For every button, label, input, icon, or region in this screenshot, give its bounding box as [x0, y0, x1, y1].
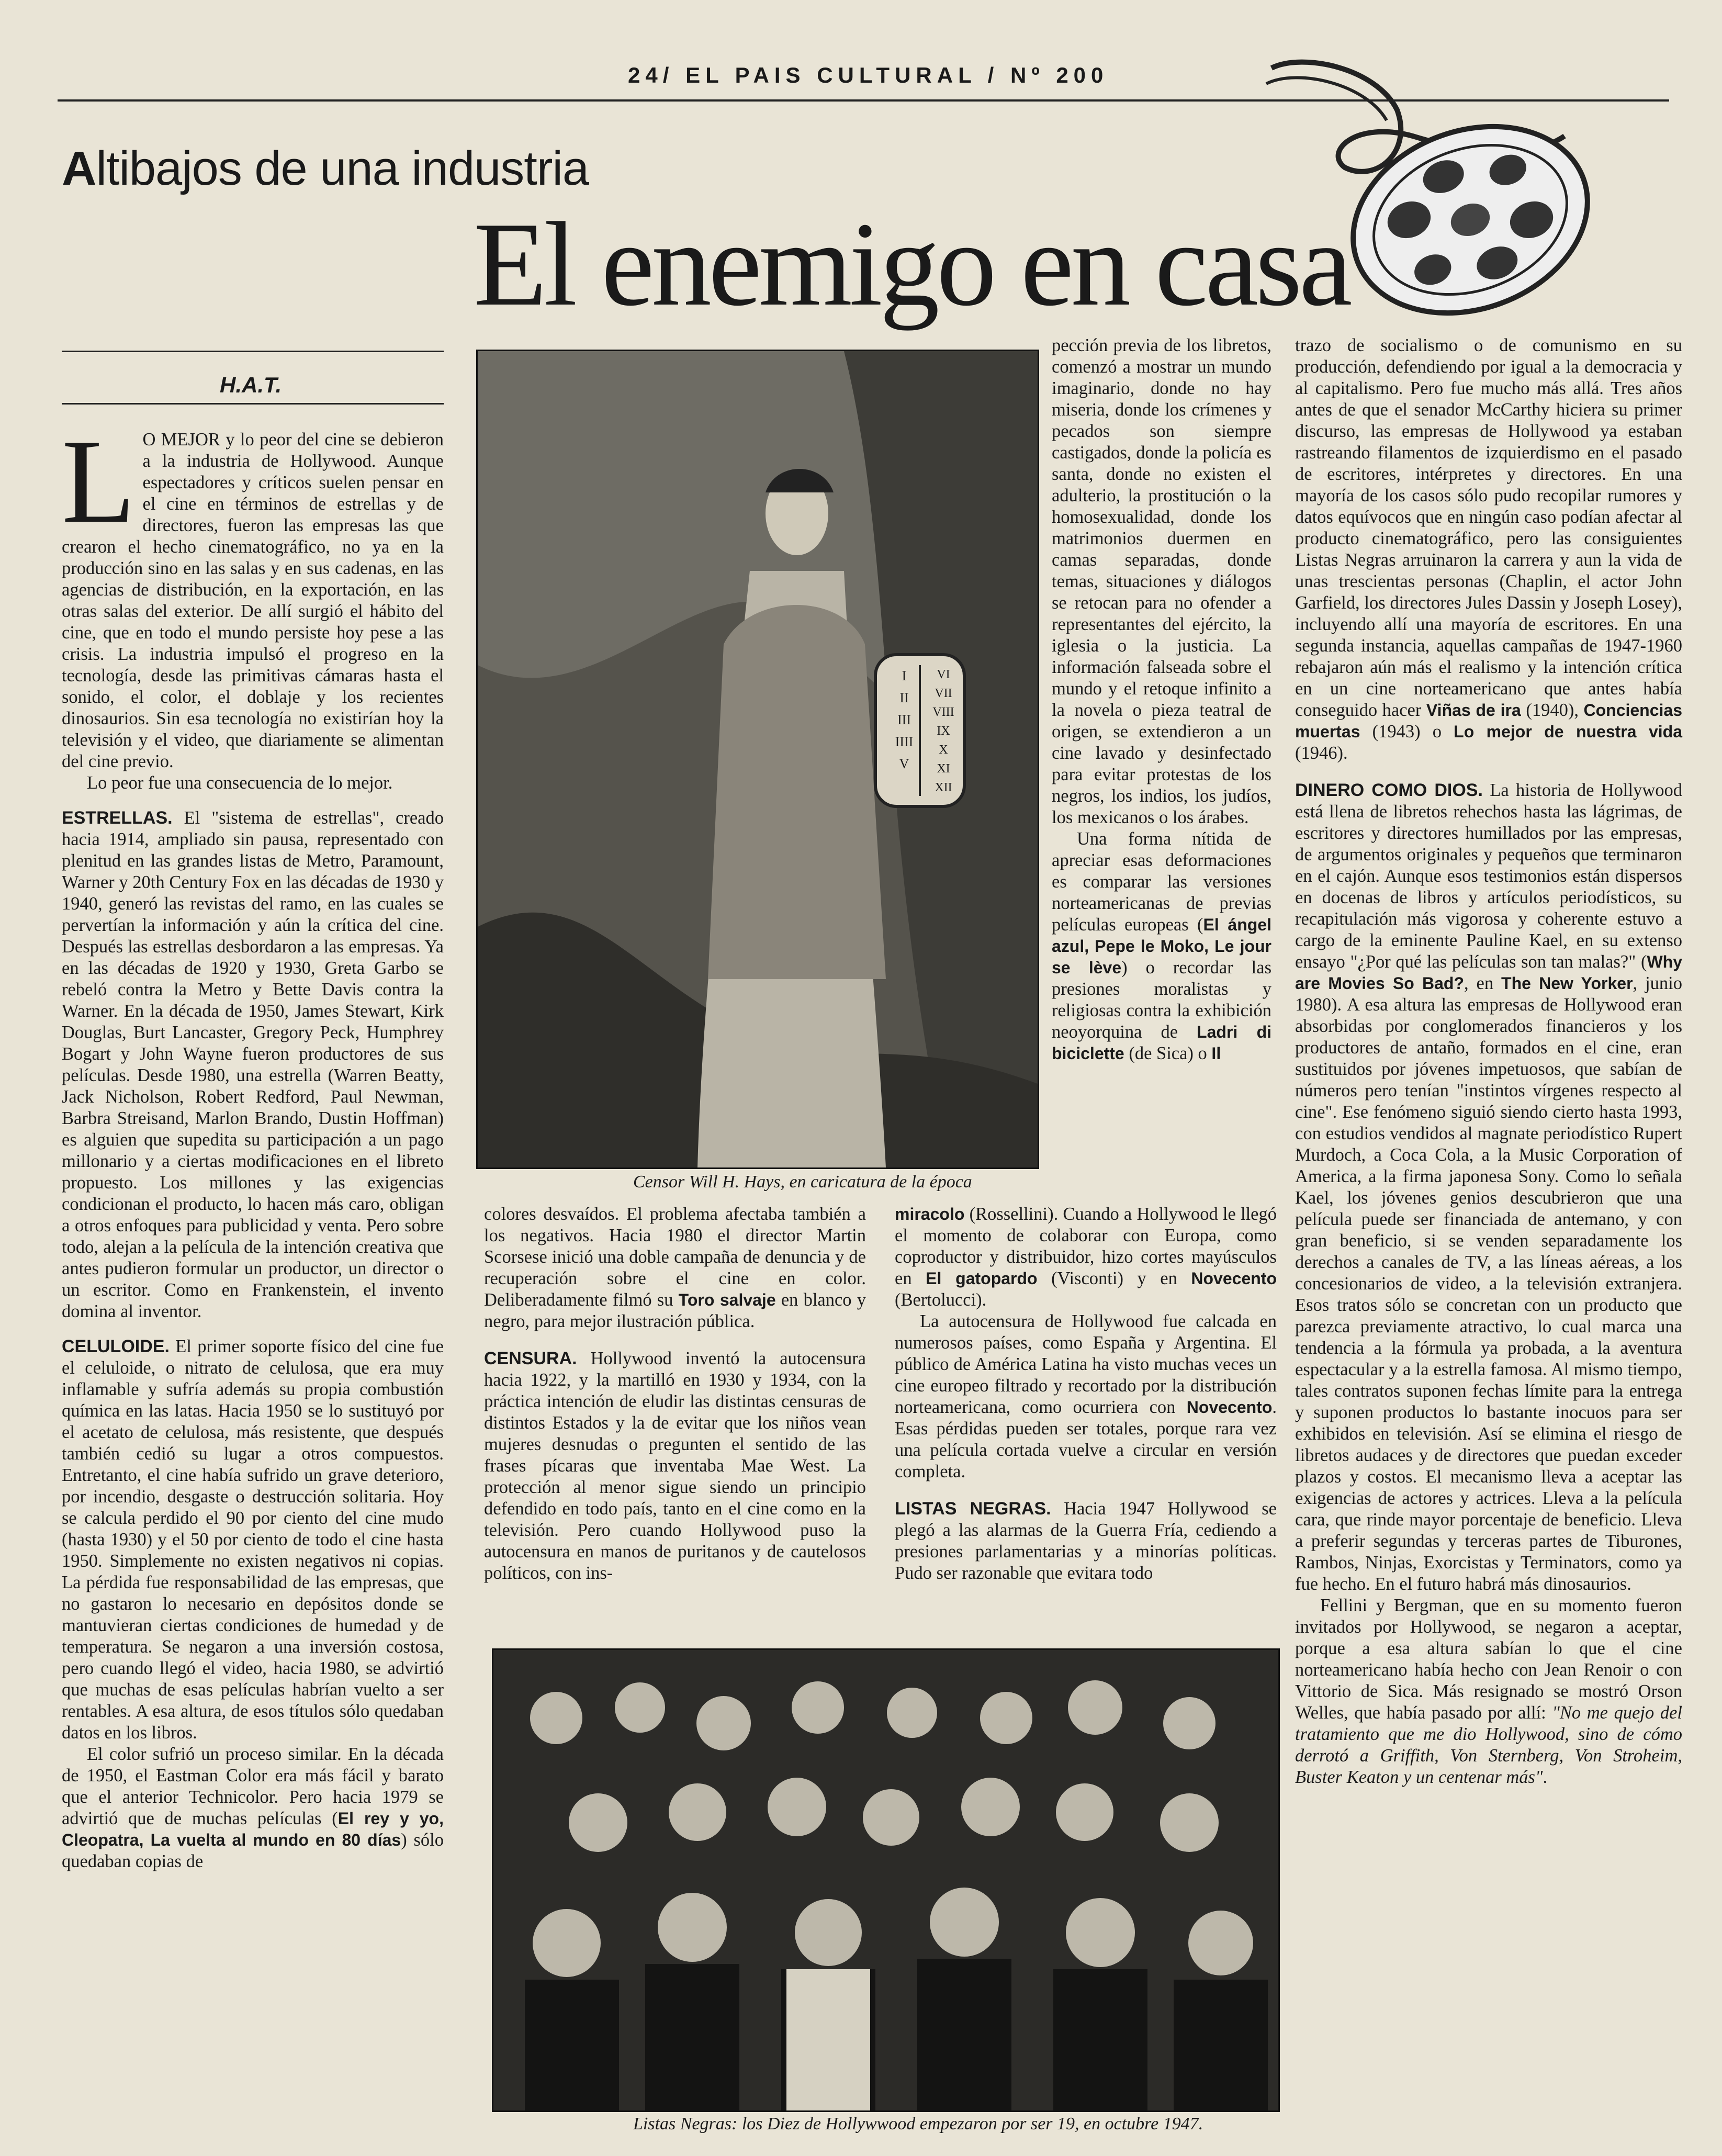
tablet-right	[925, 665, 962, 797]
column-rule	[62, 403, 444, 405]
listas-mid2: (1943) o	[1360, 722, 1454, 742]
film-title: Lo mejor de nuestra vida	[1454, 722, 1682, 741]
film-title: Novecento	[1191, 1269, 1277, 1288]
caricature-caption: Censor Will H. Hays, en caricatura de la época	[633, 1172, 972, 1192]
column-2	[484, 1204, 866, 1584]
europe-end: (Bertolucci).	[895, 1290, 987, 1310]
intro-paragraph: O MEJOR y lo peor del cine se debieron a la industria de Hollywood. Aunque espectadores y críticos suelen pensar en el cine en términos de estrellas y de directores, fueron las empresas las que crearon el hecho cinematográfico, no ya en la producción sino en las salas y en sus cadenas, en las agencias de distribución, en la exportación, en las otras salas del exterior. De allí surgió el hábito del cine, que en todo el mundo persiste hoy pese a las crisis. La industria impulsó el progreso en la tecnología, desde las primitivas cámaras hasta el sonido, el color, el doblaje y los recientes dinosaurios. Sin esa tecnología no existirían hoy la televisión y el video, que diariamente se alimentan del cine previo.	[62, 430, 444, 771]
film-title: El gatopardo	[926, 1269, 1038, 1288]
comparison-text: Una forma nítida de apreciar esas deformaciones es comparar las versiones norteamericanas de previas películas europeas (	[1052, 829, 1271, 935]
dinero-end: , junio 1980). A esa altura las empresas de Hollywood eran absorbidas por conglomerados financieros y los productores de antaño, formados en el cine, eran sustituidos por jóvenes impetuosos, que sabían de números pero tenían "instintos vírgenes respecto al cine". Ese fenómeno siguió siendo cierto hasta 1993, con estudios vendidos al magnate periodístico Rupert Murdoch, a Coca Cola, a la Music Corporation of America, a la firma japonesa Sony. Como lo señala Kael, los jóvenes genios descubrieron que una película puede ser financiada de antemano, y con gran beneficio, si se venden separadamente los derechos a canales de TV, a las líneas aéreas, a los concesionarios de video, a la televisión extranjera. Esos tratos sólo se concretan con un producto que parezca previamente atractivo, lo cual marca una tendencia a la fórmula ya probada, a la aventura espectacular y a la estrella famosa. Al mismo tiempo, tales contratos suponen fechas límite para la entrega y suponen productos lo bastante inocuos para ser exhibidos en televisión. Así se elimina el riesgo de libretos audaces y de directores que puedan exceder plazos y costos. El mecanismo lleva a aceptar las exigencias de actores y actrices. Lleva a la película cara, que rinde mayor porcentaje de beneficio. Lleva a preferir segundas y terceras partes de Tiburones, Rambos, Ninjas, Exorcistas y Terminators, como ya fue hecho. En el futuro habrá más dinosaurios.	[1295, 973, 1682, 1594]
numeral: II	[899, 690, 909, 705]
film-titles: El rey y yo, Cleopatra, La vuelta al mundo en 80 días	[62, 1809, 444, 1849]
section-heading-censura: CENSURA.	[484, 1349, 577, 1368]
celuloide-text: El primer soporte físico del cine fue el celuloide, o nitrato de celulosa, que era muy inflamable y sufría además su propia combustión química en las latas. Hacia 1950 se lo sustituyó por el acetato de celulosa, más resistente, que después también cedió su lugar a otros compuestos. Entretanto, el cine había sufrido un grave deterioro, por incendio, desgaste o destrucción solitaria. Hoy se calcula perdido el 90 por ciento del cine mudo (hasta 1930) y el 50 por ciento de todo el cine hasta 1950. Simplemente no existen negativos ni copias. La pérdida fue responsabilidad de las empresas, que no gastaron lo necesario en depósitos donde se mantuvieran ciertas condiciones de humedad y de temperatura. Se negaron a una inversión costosa, pero cuando llegó el video, hacia 1980, se advirtió que muchas de esas películas habrían vuelto a ser rentables. A esa altura, de esos títulos sólo quedaban datos en los libros.	[62, 1337, 444, 1743]
numeral: VIII	[932, 705, 954, 719]
numeral: I	[902, 668, 907, 683]
film-title: Ladri di biciclette	[1052, 1023, 1271, 1063]
numeral: III	[897, 712, 911, 727]
page-header: 24/ EL PAIS CULTURAL / Nº 200	[628, 63, 1109, 87]
film-reel-illustration	[1240, 47, 1669, 340]
numeral: IX	[937, 724, 950, 738]
color-continuation: colores desvaídos. El problema afectaba también a los negativos. Hacia 1980 el director Martin Scorsese inició una doble campaña de denuncia y de recuperación sobre el cine en color. Deliberadamente filmó su	[484, 1204, 866, 1310]
europe-mid: (Visconti) y en	[1037, 1268, 1191, 1288]
autocensura-end: . Esas pérdidas pueden ser totales, porque rara vez una película cortada vuelve a circular en versión completa.	[895, 1397, 1277, 1481]
fellini-end: .	[1543, 1767, 1548, 1787]
byline: H.A.T.	[220, 373, 282, 397]
dinero-mid: , en	[1464, 973, 1502, 993]
column-3-top	[1052, 335, 1271, 1064]
welles-quote: "No me quejo del tratamiento que me dio Hollywood, sino de cómo derrotó a Griffith, Von Sternberg, Von Stroheim, Buster Keaton y un centenar más"	[1295, 1703, 1682, 1787]
essay-title: Why are Movies So Bad?	[1295, 952, 1682, 993]
numeral: VI	[937, 668, 950, 681]
group-photo-caption: Listas Negras: los Diez de Hollywwood empezaron por ser 19, en octubre 1947.	[633, 2114, 1203, 2133]
section-heading-listas-negras: LISTAS NEGRAS.	[895, 1499, 1051, 1519]
numeral: XI	[937, 762, 950, 776]
comparison-end: (de Sica) o	[1124, 1043, 1212, 1063]
issue-number: Nº 200	[1010, 63, 1109, 87]
caricature-photo	[476, 350, 1039, 1169]
censura-text: Hollywood inventó la autocensura hacia 1922, y la martilló en 1930 y 1934, con la práctica intención de eludir las distintas censuras de distintos Estados y la de evitar que los niños vean mujeres desnudas o pregunten el sentido de las frases pícaras que inventaba Mae West. La protección al menor sigue siendo un principio defendido en todo país, tanto en el cine como en la televisión. Pero cuando Hollywood puso la autocensura en manos de puritanos y de cautelosos políticos, con ins-	[484, 1349, 866, 1583]
headline: El enemigo en casa	[474, 197, 1349, 331]
column-rule	[62, 351, 444, 352]
film-title: Viñas de ira	[1426, 701, 1521, 720]
section-heading-celuloide: CELULOIDE.	[62, 1337, 170, 1356]
listas-mid1: (1940),	[1521, 700, 1584, 720]
group-photo-illustration	[493, 1650, 1278, 2110]
estrellas-text: El "sistema de estrellas", creado hacia 1914, ampliado sin pausa, representado con plenitud en las grandes listas de Metro, Paramount, Warner y 20th Century Fox en las décadas de 1930 y 1940, generó las revistas del ramo, en las cuales se pervertían la información y aún la crítica del cine. Después las estrellas desbordaron a las empresas. Ya en las décadas de 1920 y 1930, Greta Garbo se rebeló contra la Metro y Bette Davis contra la Warner. En la década de 1950, James Stewart, Kirk Douglas, Burt Lancaster, Gregory Peck, Humphrey Bogart y John Wayne fueron productores de sus películas. Desde 1980, una estrella (Warren Beatty, Jack Nicholson, Robert Redford, Paul Newman, Barbra Streisand, Marlon Brando, Dustin Hoffman) es alguien que supedita su participación a un pago millonario y a ciertas modificaciones en el libreto propuesto. Los millones y las exigencias condicionan el producto, lo hacen más caro, obligan a otros enfoques para publicidad y venta. Pero sobre todo, alejan a la película de la intención creativa que antes pudieron formular un productor, un director o un escritor. Como en Frankenstein, el invento domina al inventor.	[62, 808, 444, 1321]
film-title: Toro salvaje	[678, 1290, 776, 1309]
europe-text: (Rossellini). Cuando a Hollywood le llegó el momento de colaborar con Europa, como coproductor y distribuidor, hizo cortes mayúsculos en	[895, 1204, 1277, 1288]
numeral: V	[899, 756, 909, 771]
fellini-text: Fellini y Bergman, que en su momento fueron invitados por Hollywood, se negaron a aceptar, porque a esa altura sabían lo que el cine norteamericano había hecho con Jean Renoir o con Vittorio de Sica. Más resignado se mostró Orson Welles, que había pasado por allí:	[1295, 1596, 1682, 1723]
page-number: 24	[628, 63, 663, 87]
numeral: IIII	[895, 734, 914, 749]
publication-title: The New Yorker	[1501, 974, 1633, 993]
numeral: X	[939, 743, 948, 757]
autocensura-text: La autocensura de Hollywood fue calcada en numerosos países, como España y Argentina. El público de América Latina ha visto muchas veces un cine europeo filtrado y recortado por la distribución norteamericana, como ocurriera con	[895, 1311, 1277, 1417]
group-photo	[492, 1648, 1280, 2112]
column-4	[1295, 335, 1682, 1788]
color-text: El color sufrió un proceso similar. En la década de 1950, el Eastman Color era más fácil y barato que el anterior Technicolor. Pero hacia 1979 se advirtió que de muchas películas (	[62, 1744, 444, 1828]
kicker-initial: A	[62, 142, 96, 195]
numeral: XII	[935, 781, 952, 794]
listas-end: (1946).	[1295, 743, 1348, 763]
film-title: Novecento	[1186, 1398, 1273, 1417]
listas-text: Hacia 1947 Hollywood se plegó a las alarmas de la Guerra Fría, cediendo a presiones parlamentarias y a minorías políticas. Pudo ser razonable que evitara todo	[895, 1499, 1277, 1583]
section-name: EL PAIS CULTURAL	[685, 63, 976, 87]
comparison-mid: ) o recordar las presiones moralistas y religiosas contra la exhibición neoyorquina de	[1052, 958, 1272, 1042]
color-text-end: ) sólo quedaban copias de	[62, 1830, 444, 1871]
tablet-left	[888, 665, 920, 775]
film-titles: El ángel azul, Pepe le Moko, Le jour se lève	[1052, 915, 1271, 977]
dinero-text: La historia de Hollywood está llena de libretos rehechos hasta las lágrimas, de escritores y directores humillados por las empresas, de argumentos originales y pequeños que terminaron en el cajón. Aunque esos testimonios están dispersos en docenas de libros y artículos periodísticos, su recapitulación más vigorosa y coherente estuvo a cargo de la eminente Pauline Kael, en su extenso ensayo "¿Por qué las películas son tan malas?" (	[1295, 780, 1683, 972]
intro-closing: Lo peor fue una consecuencia de lo mejor.	[87, 773, 393, 793]
listas-continuation: trazo de socialismo o de comunismo en su producción, defendiendo por igual a la democracia y al capitalismo. Pero fue mucho más allá. Tres años antes de que el senador McCarthy hiciera su primer discurso, las empresas de Hollywood ya estaban rastreando filamentos de izquierdismo en el pasado de escritores, intérpretes y directores. En una mayoría de los casos sólo pudo recopilar rumores y datos equívocos que en ningún caso podían afectar al producto cinematográfico, pero las consiguientes Listas Negras arruinaron la carrera y aun la vida de unas trescientas personas (Chaplin, el actor John Garfield, los directores Jules Dassin y Joseph Losey), incluyendo allí una mayoría de escritores. En una segunda instancia, aquellas campañas de 1947-1960 rebajaron aún más el realismo y la intención crítica en un cine norteamericano que antes había conseguido hacer	[1295, 335, 1682, 720]
kicker	[62, 141, 589, 196]
drop-cap: L	[62, 414, 136, 548]
censura-continuation: pección previa de los libretos, comenzó a mostrar un mundo imaginario, donde no hay miseria, donde los crímenes y pecados son siempre castigados, donde la policía es santa, donde no existen el adulterio, la prostitución o la homosexualidad, donde los matrimonios duermen en camas separadas, donde temas, situaciones y diálogos se retocan para no ofender a representantes del ejército, la iglesia o la justicia. La información falseada sobre el mundo y el retoque infinito a la novela o pieza teatral de origen, se extendieron a un cine lavado y desinfectado para evitar protestas de los negros, los indios, los judíos, los mexicanos o los árabes.	[1052, 335, 1271, 827]
section-heading-estrellas: ESTRELLAS.	[62, 808, 173, 828]
kicker-text: ltibajos de una industria	[96, 142, 589, 195]
column-3-bottom	[895, 1204, 1277, 1584]
numeral: VII	[935, 687, 952, 700]
film-title: Conciencias muertas	[1295, 701, 1682, 741]
section-heading-dinero: DINERO COMO DIOS.	[1295, 780, 1483, 800]
film-title: Il	[1211, 1044, 1221, 1063]
color-continuation-end: en blanco y negro, para mejor ilustración pública.	[484, 1290, 866, 1331]
film-title: miracolo	[895, 1205, 965, 1223]
column-1	[62, 414, 444, 1872]
